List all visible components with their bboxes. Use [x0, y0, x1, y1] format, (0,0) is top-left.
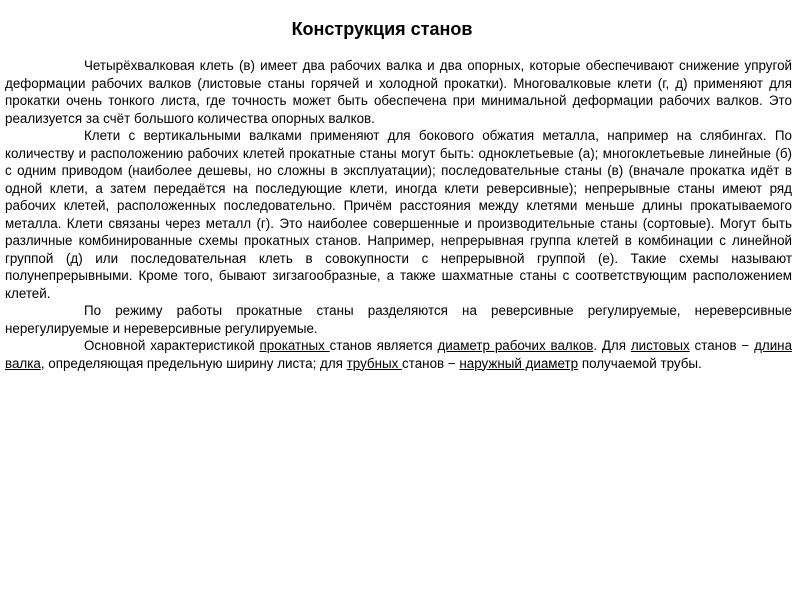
text-segment: . Для — [593, 338, 631, 353]
paragraph-operating-mode: По режиму работы прокатные станы разделяются на реверсивные регулируемые, нереверсивные нерегулируемые и нереверсивные регулируемые. — [5, 303, 792, 336]
link-outer-diameter[interactable]: наружный диаметр — [459, 355, 579, 371]
text-segment: станов является — [329, 338, 438, 353]
text-segment: , определяющая предельную ширину листа; для — [40, 355, 347, 371]
text-segment: станов − — [402, 355, 460, 371]
link-work-roll-diameter[interactable]: диаметр рабочих валков — [437, 338, 594, 353]
text-segment: станов − — [689, 338, 755, 353]
page-title: Конструкция станов — [291, 19, 473, 39]
paragraph-four-high-stand: Четырёхвалковая клеть (в) имеет два рабочих валка и два опорных, которые обеспечивают снижение упругой деформации рабочих валков (листовые станы горячей и холодной прокатки). Многовалковые клети (г, д) применяют для прокатки очень тонкого листа, где точность может быть обеспечена при минимальной деформации рабочих валков. Это реализуется за счёт большого количества опорных валков. — [5, 58, 792, 126]
text-segment: получаемой трубы. — [578, 355, 702, 371]
paragraph-main-characteristic — [5, 337, 792, 372]
link-sheet[interactable]: листовых — [630, 338, 690, 353]
link-tube[interactable]: трубных — [346, 355, 403, 371]
link-roll-length[interactable]: длина валка — [5, 338, 793, 371]
body-text — [5, 57, 792, 372]
text-segment: Основной характеристикой — [84, 338, 260, 353]
paragraph-stand-arrangement: Клети с вертикальными валками применяют для бокового обжатия металла, например на слябингах. По количеству и расположению рабочих клетей прокатные станы могут быть: одноклетьевые (а); многоклетьевые линейные (б) с одним приводом (наиболее дешевы, но сложны в эксплуатации); последовательные станы (в) (вначале прокатка идёт в одной клети, а затем передаётся на последующие клети, иногда клети реверсивные); непрерывные станы имеют ряд рабочих клетей, расположенных последовательно. Причём расстояния между клетями меньше длины прокатываемого металла. Клети связаны через металл (г). Это наиболее совершенные и производительные станы (сортовые). Могут быть различные комбинированные схемы прокатных станов. Например, непрерывная группа клетей в комбинации с линейной группой (д) или последовательная клеть в совокупности с непрерывной группой (е). Такие схемы называют полунепрерывными. Кроме того, бывают зигзагообразные, а также шахматные станы с соответствующим расположением клетей. — [5, 128, 792, 301]
link-rolling[interactable]: прокатных — [259, 338, 330, 353]
